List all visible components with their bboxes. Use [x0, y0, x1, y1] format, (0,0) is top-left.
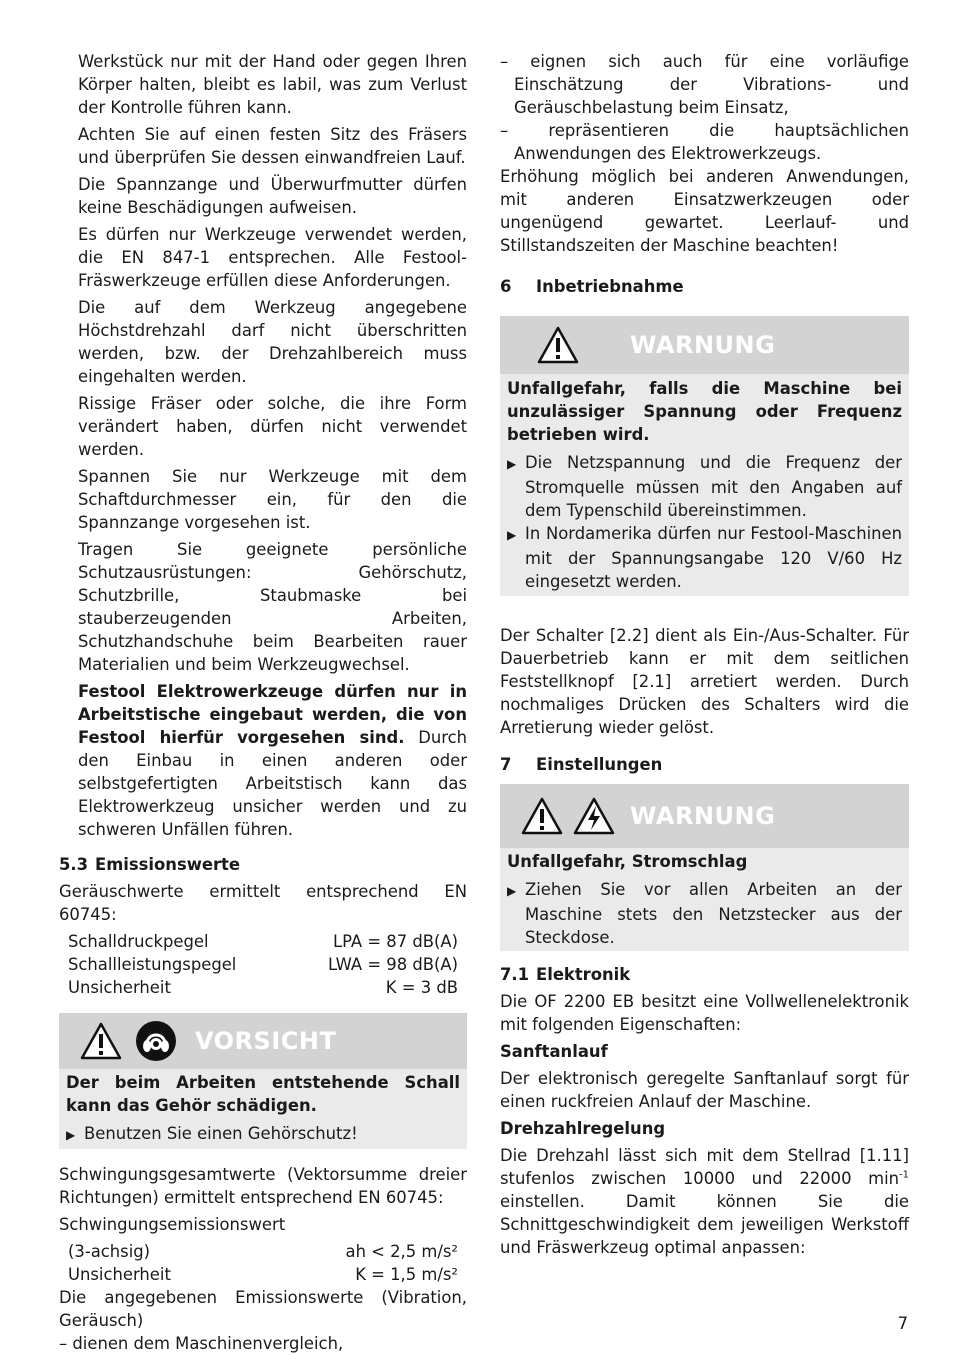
text: Die Drehzahl lässt sich mit dem Stellrad [1.11] stufenlos zwischen 10000 und 22000 min: [500, 1146, 909, 1188]
heading-number: 5.3: [59, 855, 89, 874]
list-item: – dienen dem Maschinenvergleich,: [59, 1334, 344, 1353]
paragraph: Es dürfen nur Werkzeuge verwendet werden, die EN 847-1 entsprechen. Alle Festool-Fräswerkzeuge erfüllen diese Anforderungen.: [78, 225, 467, 290]
heading-number: 7.1: [500, 965, 530, 984]
list-item-text: Die Netzspannung und die Frequenz der Stromquelle müssen mit den Angaben auf dem Typenschild übereinstimmen.: [525, 453, 902, 520]
paragraph: Die auf dem Werkzeug angegebene Höchstdrehzahl darf nicht überschritten werden, bzw. der Drehzahlbereich muss eingehalten werden.: [78, 298, 467, 386]
warning-box-shock: [500, 784, 909, 951]
page-number: 7: [897, 1314, 908, 1333]
text: einstellen. Damit können Sie die Schnittgeschwindigkeit dem jeweiligen Werkstoff und Fräswerkzeug optimal anpassen:: [500, 1192, 909, 1257]
caution-box: [59, 1013, 467, 1149]
section-heading-6: [500, 275, 909, 298]
heading-number: 7: [500, 755, 512, 774]
list-item: – repräsentieren die hauptsächlichen Anwendungen des Elektrowerkzeugs.: [500, 121, 909, 163]
bullet-arrow-icon: ▶: [507, 457, 517, 471]
list-item: [507, 878, 902, 949]
paragraph: Die Spannzange und Überwurfmutter dürfen keine Beschädigungen aufweisen.: [78, 175, 467, 217]
warning-text: Unfallgefahr, Stromschlag: [507, 852, 748, 871]
list-item: [507, 522, 902, 593]
bullet-arrow-icon: ▶: [507, 528, 517, 542]
table-row: [59, 1240, 467, 1263]
row-label: Unsicherheit: [68, 978, 171, 997]
list-item: – eignen sich auch für eine vorläufige Einschätzung der Vibrations- und Geräuschbelastung beim Einsatz,: [500, 52, 909, 117]
caution-header: [59, 1013, 467, 1069]
subheading: Drehzahlregelung: [500, 1119, 666, 1138]
emission-text: Die angegebenen Emissionswerte (Vibration, Geräusch): [59, 1288, 467, 1330]
vibration-label: Schwingungsemissionswert: [59, 1215, 286, 1234]
warning-triangle-icon: [79, 1021, 123, 1061]
electric-shock-icon: [572, 796, 616, 836]
heading-title: Elektronik: [536, 965, 631, 984]
heading-number: 6: [500, 277, 512, 296]
table-row: [59, 1263, 467, 1286]
paragraph-speed: [500, 1144, 909, 1259]
subheading: Sanftanlauf: [500, 1042, 608, 1061]
row-label: (3-achsig): [68, 1242, 151, 1261]
warning-box-voltage: [500, 316, 909, 596]
text: Durch den Einbau in einen anderen oder selbstgefertigten Arbeitstisch kann das Elektrowerkzeug unsicher werden und zu schweren Unfällen führen.: [78, 728, 467, 839]
caution-body: [59, 1069, 467, 1149]
row-value: LWA = 98 dB(A): [327, 955, 458, 974]
caution-text: Der beim Arbeiten entstehende Schall kann das Gehör schädigen.: [66, 1073, 460, 1115]
list-item: [66, 1122, 460, 1147]
paragraph: Achten Sie auf einen festen Sitz des Fräsers und überprüfen Sie dessen einwandfreien Lauf.: [78, 125, 467, 167]
heading-title: Inbetriebnahme: [536, 277, 684, 296]
paragraph: Erhöhung möglich bei anderen Anwendungen, mit anderen Einsatzwerkzeugen oder ungenügend gewartet. Leerlauf- und Stillstandszeiten der Maschine beachten!: [500, 167, 909, 255]
list-item-text: In Nordamerika dürfen nur Festool-Maschinen mit der Spannungsangabe 120 V/60 Hz eingesetzt werden.: [525, 524, 902, 591]
noise-intro: Geräuschwerte ermittelt entsprechend EN 60745:: [59, 882, 467, 924]
right-column: [500, 50, 909, 1259]
section-heading-7-1: [500, 963, 909, 986]
ear-protection-icon: [135, 1020, 177, 1062]
warning-header: [500, 316, 909, 374]
list-item-text: Ziehen Sie vor allen Arbeiten an der Maschine stets den Netzstecker aus der Steckdose.: [525, 880, 902, 947]
row-value: K = 1,5 m/s²: [355, 1265, 458, 1284]
warning-title: WARNUNG: [630, 330, 776, 359]
table-row: [59, 953, 467, 976]
paragraph: Die OF 2200 EB besitzt eine Vollwellenelektronik mit folgenden Eigenschaften:: [500, 992, 909, 1034]
noise-table: [59, 930, 467, 999]
vibration-table: [59, 1240, 467, 1286]
row-label: Schallleistungspegel: [68, 955, 237, 974]
row-value: ah < 2,5 m/s²: [345, 1242, 458, 1261]
warning-text: Unfallgefahr, falls die Maschine bei unzulässiger Spannung oder Frequenz betrieben wird.: [507, 379, 902, 444]
list-item-text: Benutzen Sie einen Gehörschutz!: [84, 1124, 358, 1143]
paragraph: Tragen Sie geeignete persönliche Schutzausrüstungen: Gehörschutz, Schutzbrille, Staubmaske bei stauberzeugenden Arbeiten, Schutzhandschuhe beim Bearbeiten rauer Materialien und beim Werkzeugwechsel.: [78, 540, 467, 674]
row-label: Unsicherheit: [68, 1265, 171, 1284]
row-label: Schalldruckpegel: [68, 932, 209, 951]
row-value: K = 3 dB: [385, 978, 458, 997]
table-row: [59, 930, 467, 953]
superscript: -1: [899, 1169, 909, 1181]
bullet-arrow-icon: ▶: [66, 1128, 76, 1142]
warning-title: WARNUNG: [630, 801, 776, 830]
paragraph: Der Schalter [2.2] dient als Ein-/Aus-Schalter. Für Dauerbetrieb kann er mit dem seitlichen Feststellknopf [2.1] arretiert werden. Durch nochmaliges Drücken des Schalters wird die Arretierung wieder gelöst.: [500, 626, 909, 737]
section-heading-5-3: [59, 853, 467, 876]
table-row: [59, 976, 467, 999]
bullet-arrow-icon: ▶: [507, 884, 517, 898]
heading-title: Einstellungen: [536, 755, 663, 774]
warning-body: [500, 374, 909, 596]
paragraph: Rissige Fräser oder solche, die ihre Form verändert haben, dürfen nicht verwendet werden.: [78, 394, 467, 459]
paragraph: Spannen Sie nur Werkzeuge mit dem Schaftdurchmesser ein, für den die Spannzange vorgesehen ist.: [78, 467, 467, 532]
warning-triangle-icon: [536, 325, 580, 365]
section-heading-7: [500, 753, 909, 776]
warning-header: [500, 784, 909, 848]
bold-text: Festool Elektrowerkzeuge dürfen nur in Arbeitstische eingebaut werden, die von Festool hierfür vorgesehen sind.: [78, 682, 467, 747]
warning-triangle-icon: [520, 796, 564, 836]
caution-title: VORSICHT: [195, 1026, 337, 1055]
paragraph: Werkstück nur mit der Hand oder gegen Ihren Körper halten, bleibt es labil, was zum Verlust der Kontrolle führen kann.: [78, 52, 467, 117]
paragraph-table-mounting: [59, 680, 467, 841]
paragraph: Der elektronisch geregelte Sanftanlauf sorgt für einen ruckfreien Anlauf der Maschine.: [500, 1069, 909, 1111]
row-value: LPA = 87 dB(A): [332, 932, 458, 951]
heading-title: Emissionswerte: [95, 855, 241, 874]
warning-body: [500, 848, 909, 951]
vibration-intro: Schwingungsgesamtwerte (Vektorsumme dreier Richtungen) ermittelt entsprechend EN 60745:: [59, 1165, 467, 1207]
left-column: [59, 50, 467, 1355]
list-item: [507, 451, 902, 522]
